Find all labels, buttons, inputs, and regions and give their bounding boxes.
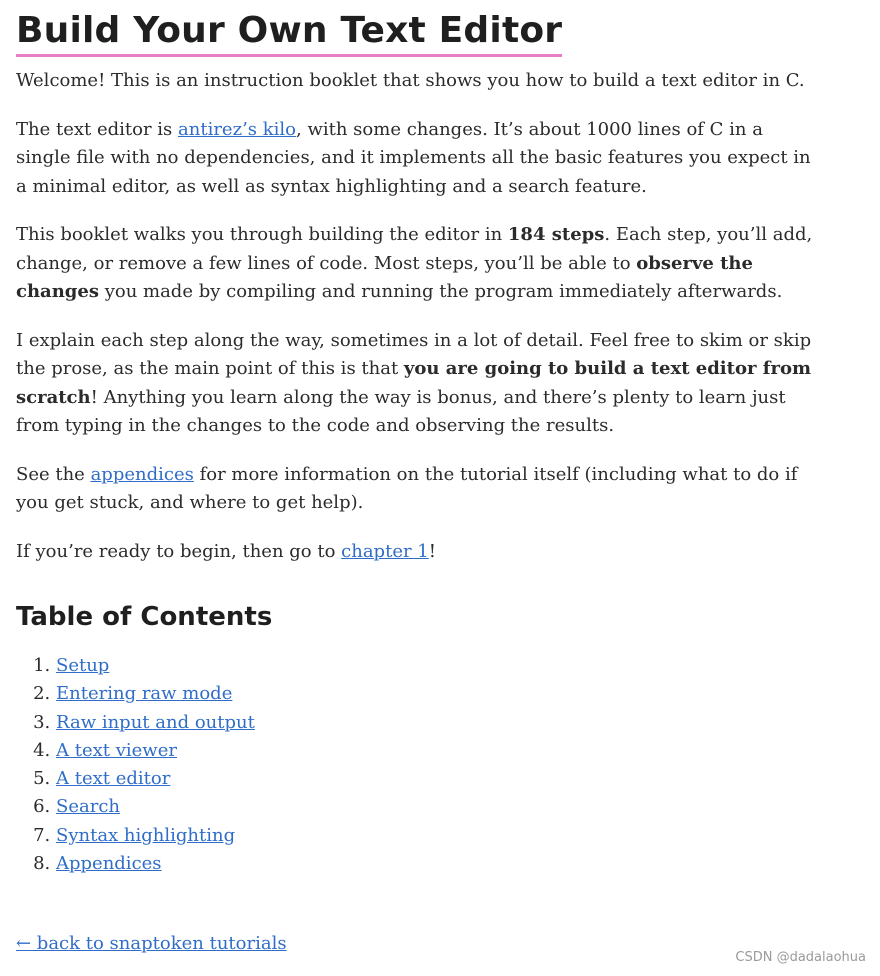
appendices-link[interactable]: appendices (90, 463, 194, 485)
watermark: CSDN @dadalaohua (735, 950, 866, 965)
toc-link-raw-input-output[interactable]: Raw input and output (56, 711, 255, 733)
intro-paragraph-4 (16, 327, 816, 441)
toc-link-appendices[interactable]: Appendices (56, 853, 162, 875)
intro-p5-text-b: for more information on the tutorial itself (including what to do if you get stuck, and where to get help). (16, 463, 798, 513)
intro-p3-text-a: This booklet walks you through building the editor in (16, 224, 508, 245)
toc-item (56, 737, 816, 765)
intro-p5-text-a: See the (16, 463, 91, 485)
toc-link-syntax-highlighting[interactable]: Syntax highlighting (56, 824, 236, 846)
intro-p3-text-b: . Each step, you’ll add, change, or remove a few lines of code. Most steps, you’ll be able to (16, 224, 813, 274)
toc-item (56, 709, 816, 737)
toc-list (16, 652, 816, 878)
toc-item (56, 822, 816, 850)
toc-link-text-viewer[interactable]: A text viewer (56, 739, 177, 761)
intro-p4-text-b: ! Anything you learn along the way is bonus, and there’s plenty to learn just from typing in the changes to the code and observing the results. (16, 386, 786, 436)
intro-p3-text-c: you made by compiling and running the program immediately afterwards. (98, 281, 783, 302)
intro-p2-text-a: The text editor is (16, 118, 179, 140)
steps-count: 184 steps (507, 224, 605, 245)
toc-link-search[interactable]: Search (56, 796, 120, 818)
toc-link-entering-raw-mode[interactable]: Entering raw mode (56, 683, 233, 705)
toc-link-text-editor[interactable]: A text editor (56, 768, 171, 790)
intro-paragraph-5 (16, 461, 816, 518)
toc-item (56, 850, 816, 878)
toc-item (56, 680, 816, 708)
observe-changes: observe the changes (16, 252, 753, 302)
toc-item (56, 652, 816, 680)
intro-p1-text: Welcome! This is an instruction booklet that shows you how to build a text editor in C. (16, 70, 805, 91)
main-point: you are going to build a text editor from scratch (16, 358, 811, 408)
kilo-link[interactable]: antirez’s kilo (178, 118, 297, 140)
intro-p6-text-b: ! (428, 540, 436, 562)
intro-p2-text-b: , with some changes. It’s about 1000 lines of C in a single file with no dependencies, and it implements all the basic features you expect in a minimal editor, as well as syntax highlighting and a search feature. (16, 118, 811, 197)
page-title: Build Your Own Text Editor (16, 8, 562, 57)
intro-paragraph-2 (16, 116, 816, 202)
intro-p6-text-a: If you’re ready to begin, then go to (16, 540, 342, 562)
intro-paragraph-6 (16, 538, 816, 567)
chapter-1-link[interactable]: chapter 1 (341, 540, 429, 562)
intro-paragraph-1 (16, 67, 816, 96)
toc-link-setup[interactable]: Setup (56, 655, 110, 676)
back-to-tutorials-link[interactable]: ← back to snaptoken tutorials (16, 933, 287, 954)
toc-heading: Table of Contents (16, 602, 273, 632)
main-content (16, 0, 816, 878)
intro-paragraph-3 (16, 221, 816, 307)
toc-item (56, 793, 816, 821)
intro-p4-text-a: I explain each step along the way, sometimes in a lot of detail. Feel free to skim or skip the prose, as the main point of this is that (16, 329, 812, 379)
toc-item (56, 765, 816, 793)
